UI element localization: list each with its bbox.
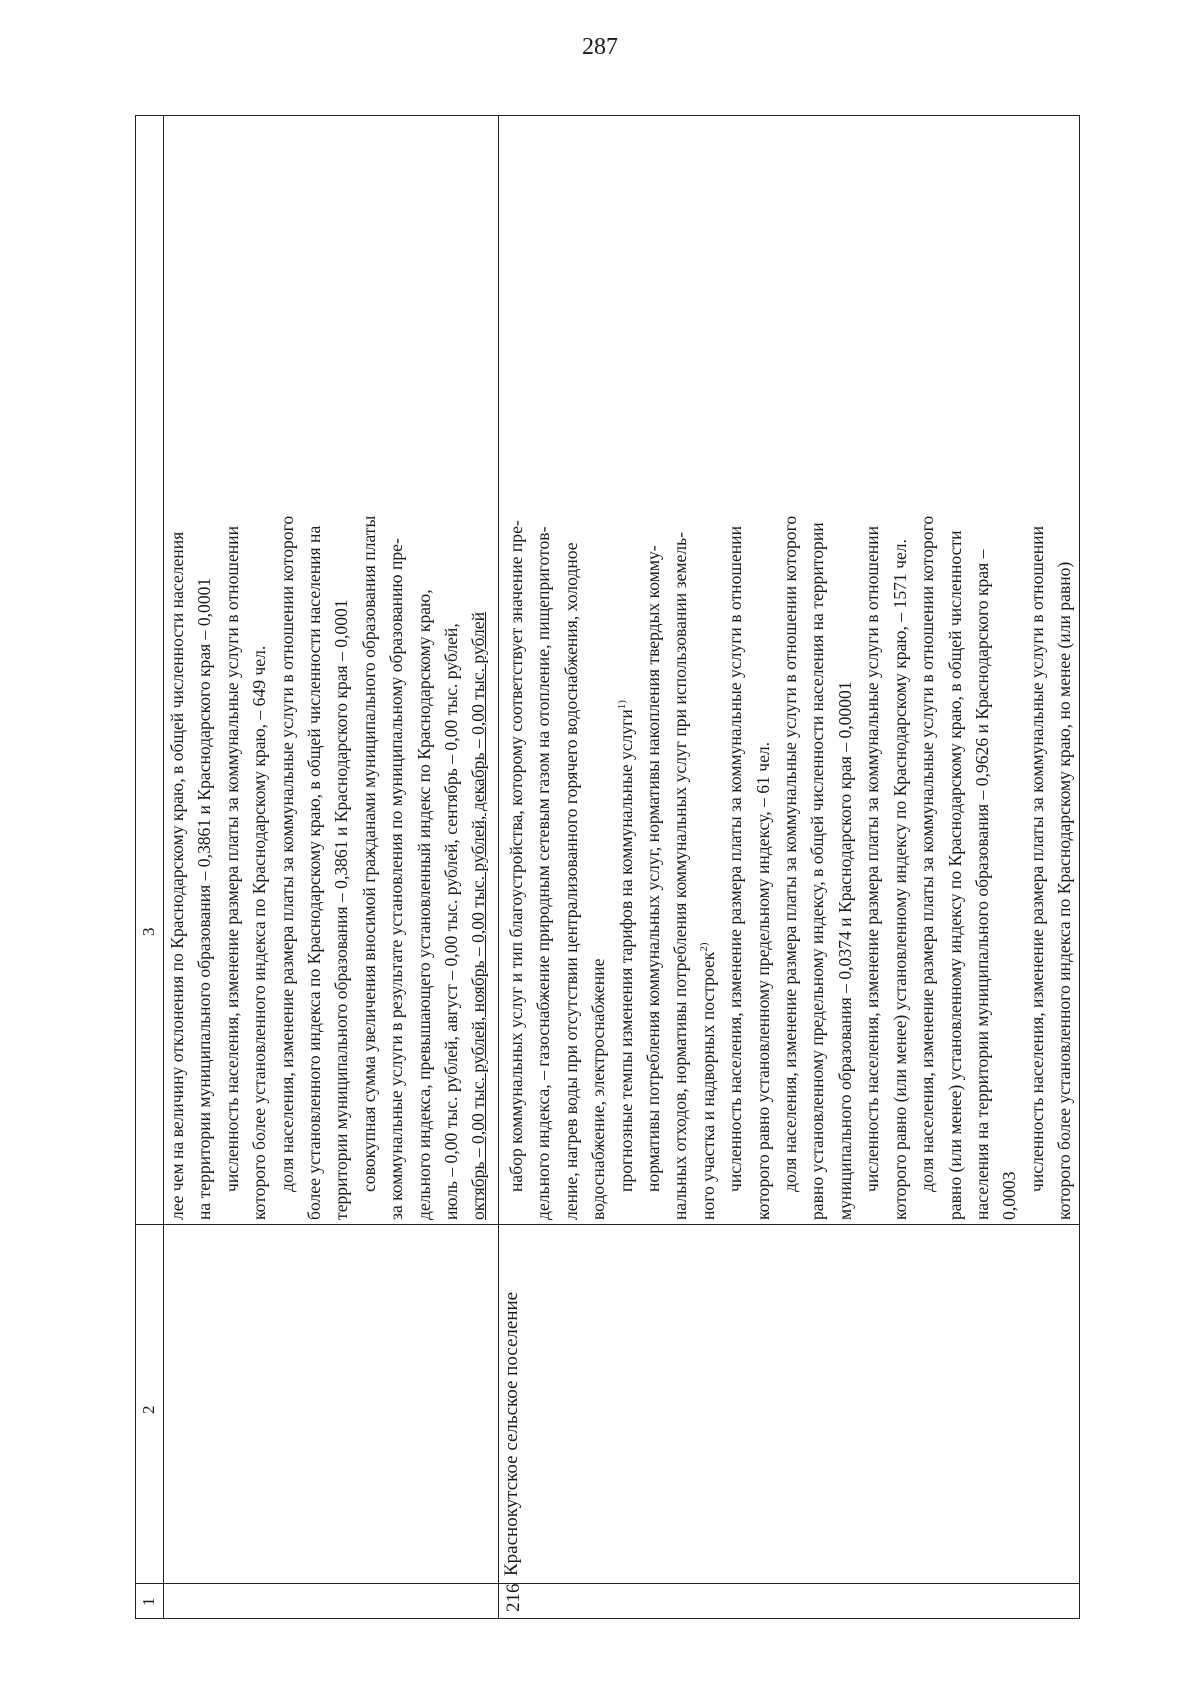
text-line: численность населения, изменение размера платы за коммунальные услуги в отношении <box>1026 526 1047 1192</box>
text-line: муниципального образования – 0,0374 и Краснодарского края – 0,00001 <box>834 681 855 1220</box>
indicators-text <box>503 116 1079 1225</box>
table-row-continuation <box>164 116 499 1618</box>
table-row-216 <box>499 116 1079 1618</box>
text-line: населения на территории муниципального образования – 0,9626 и Краснодарского края – <box>971 549 992 1220</box>
text-line: доля населения, изменение размера платы за коммунальные услуги в отношении которого <box>780 515 801 1192</box>
header-col-2: 2 <box>139 1405 158 1414</box>
settlement-name: Краснокутское сельское поселение <box>501 1291 522 1576</box>
row-number: 216 <box>503 1583 524 1612</box>
text-line: ного участка и надворных построек$^{2)}$ <box>697 942 718 1220</box>
text-line: июль – 0,00 тыс. рублей, август – 0,00 тыс. рублей, сентябрь – 0,00 тыс. рублей, <box>441 623 462 1220</box>
text-line: численность населения, изменение размера платы за коммунальные услуги в отношении <box>862 526 883 1192</box>
text-line: более установленного индекса по Краснодарскому краю, в общей численности населения на <box>304 525 325 1220</box>
continuation-text <box>164 116 498 1225</box>
text-line: численность населения, изменение размера платы за коммунальные услуги в отношении <box>725 526 746 1192</box>
text-line: которого равно (или менее) установленному индексу по Краснодарскому краю, – 1571 чел. <box>889 539 910 1220</box>
text-line: которого более установленного индекса по Краснодарскому краю, – 649 чел. <box>249 645 270 1220</box>
text-line: которого равно установленному предельному индексу, – 61 чел. <box>752 741 773 1220</box>
table-header-row <box>136 116 164 1618</box>
footnote-2-mark: 2) <box>697 942 710 952</box>
text-line: нальных отходов, нормативы потребления коммунальных услуг при использовании земель- <box>670 532 691 1220</box>
text-line: дельного индекса, – газоснабжение природным сетевым газом на отопление, пищеприготов- <box>533 526 554 1220</box>
header-col-1: 1 <box>139 1597 158 1606</box>
text-line: совокупная сумма увеличения вносимой гражданами муниципального образования платы <box>358 515 379 1192</box>
text-line: 0,0003 <box>999 1171 1020 1220</box>
page-number: 287 <box>582 34 618 60</box>
text-line: лее чем на величину отклонения по Краснодарскому краю, в общей численности населения <box>167 531 187 1220</box>
text-line: равно установленному предельному индексу, в общей численности населения на территории <box>807 522 828 1220</box>
text-line: численность населения, изменение размера платы за коммунальные услуги в отношении <box>221 526 242 1192</box>
text-line: доля населения, изменение размера платы за коммунальные услуги в отношении которого <box>917 515 938 1192</box>
text-line: водоснабжение, электроснабжение <box>588 958 609 1220</box>
footnote-1-mark: 1) <box>615 700 628 710</box>
rotated-table <box>135 115 1080 1619</box>
text-line: территории муниципального образования – 0,3861 и Краснодарского края – 0,0001 <box>331 599 352 1220</box>
text-line: набор коммунальных услуг и тип благоустройства, которому соответствует значение пре- <box>506 520 526 1192</box>
text-line: за коммунальные услуги в результате установления по муниципальному образованию пре- <box>386 538 407 1220</box>
text-line: которого более установленного индекса по Краснодарскому краю, но менее (или равно) <box>1054 561 1075 1220</box>
text-line: ление, нагрев воды при отсутствии централизованного горячего водоснабжения, холодное <box>560 542 581 1220</box>
text-line: доля населения, изменение размера платы за коммунальные услуги в отношении которого <box>276 515 297 1192</box>
text-line: нормативы потребления коммунальных услуг, нормативы накопления твердых комму- <box>643 545 664 1192</box>
text-line: прогнозные темпы изменения тарифов на коммунальные услуги$^{1)}$ <box>615 700 636 1192</box>
text-line: на территории муниципального образования – 0,3861 и Краснодарского края – 0,0001 <box>194 577 215 1220</box>
text-line: дельного индекса, превышающего установленный индекс по Краснодарскому краю, <box>413 589 434 1220</box>
text-line: октябрь – 0,00 тыс. рублей, ноябрь – 0,00 тыс. рублей, декабрь – 0,00 тыс. рублей <box>468 611 489 1220</box>
header-col-3: 3 <box>139 927 158 936</box>
text-line: равно (или менее) установленному индексу по Краснодарскому краю, в общей численности <box>944 530 965 1220</box>
